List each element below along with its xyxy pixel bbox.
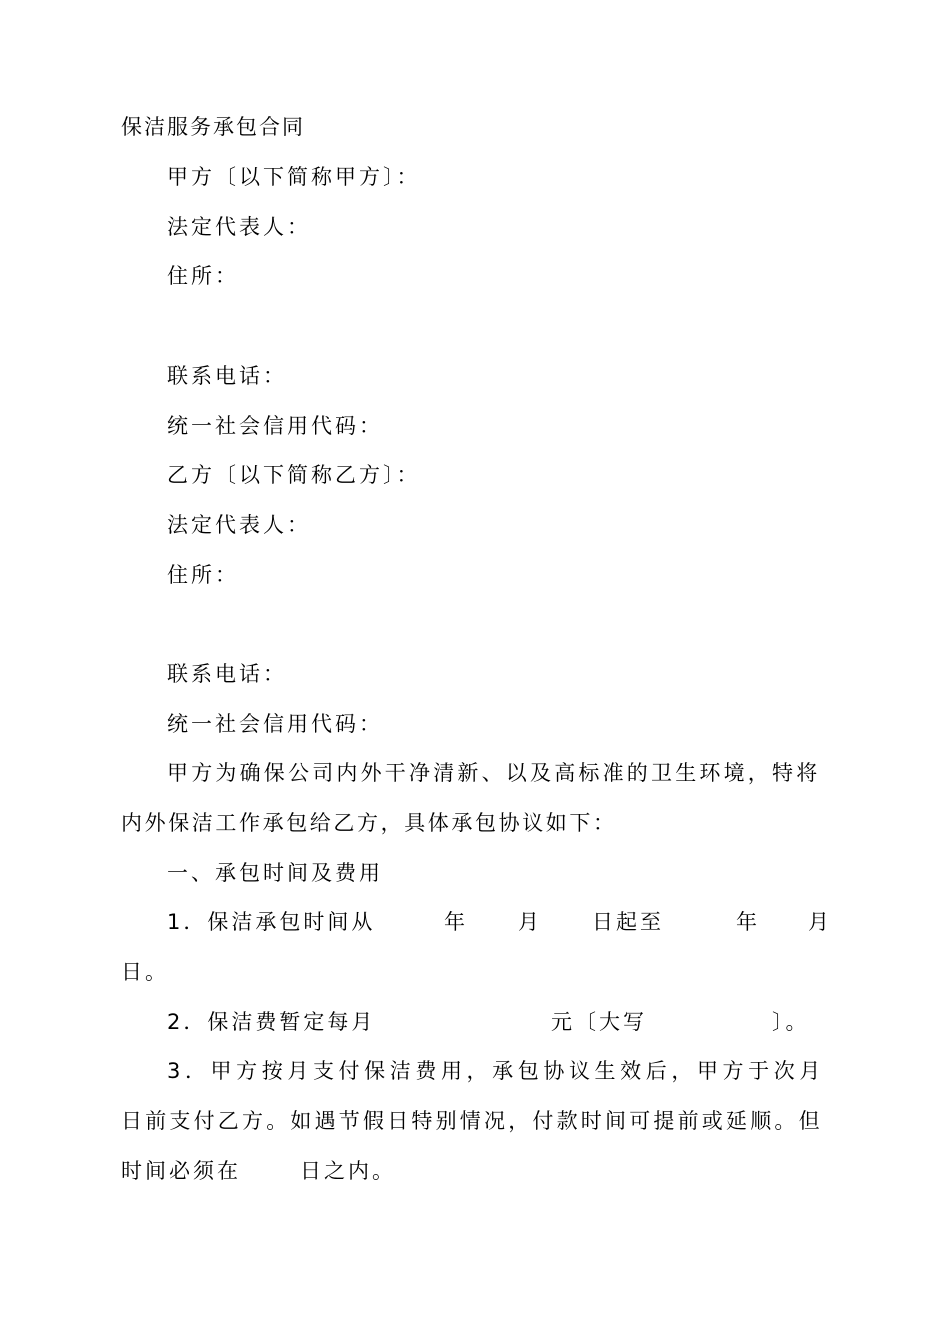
item-1-day-from: 日起至	[592, 910, 664, 934]
party-a-legal-rep: 法定代表人：	[167, 215, 311, 239]
party-b-heading: 乙方〔以下简称乙方〕：	[167, 463, 421, 487]
item-1-month-to: 月	[808, 910, 832, 934]
item-1-year-to: 年	[736, 910, 760, 934]
item-1-end: 日。	[121, 960, 169, 984]
item-3-line-1: 3．甲方按月支付保洁费用，承包协议生效后，甲方于次月	[167, 1059, 825, 1083]
party-b-phone: 联系电话：	[167, 662, 287, 686]
party-b-legal-rep: 法定代表人：	[167, 513, 311, 537]
item-3-line-3b: 日之内。	[300, 1159, 396, 1183]
party-b-address: 住所：	[167, 563, 239, 587]
item-3-line-3a: 时间必须在	[121, 1159, 241, 1183]
item-2-prefix: 2．保洁费暂定每月	[167, 1010, 376, 1034]
party-a-heading: 甲方〔以下简称甲方〕：	[167, 165, 421, 189]
item-2-close: 〕。	[772, 1010, 810, 1034]
intro-line-2: 内外保洁工作承包给乙方，具体承包协议如下：	[121, 811, 617, 835]
item-1-year-from: 年	[444, 910, 468, 934]
document-title: 保洁服务承包合同	[121, 115, 305, 139]
item-1-month-from: 月	[518, 910, 542, 934]
section-1-heading: 一、承包时间及费用	[167, 861, 383, 885]
intro-line-1: 甲方为确保公司内外干净清新、以及高标准的卫生环境，特将	[167, 761, 821, 785]
item-1-prefix: 1．保洁承包时间从	[167, 910, 376, 934]
party-b-credit-code: 统一社会信用代码：	[167, 712, 383, 736]
item-2-yuan: 元〔大写	[551, 1010, 647, 1034]
party-a-credit-code: 统一社会信用代码：	[167, 414, 383, 438]
party-a-phone: 联系电话：	[167, 364, 287, 388]
item-3-line-2: 日前支付乙方。如遇节假日特别情况，付款时间可提前或延顺。但	[121, 1109, 823, 1133]
party-a-address: 住所：	[167, 264, 239, 288]
